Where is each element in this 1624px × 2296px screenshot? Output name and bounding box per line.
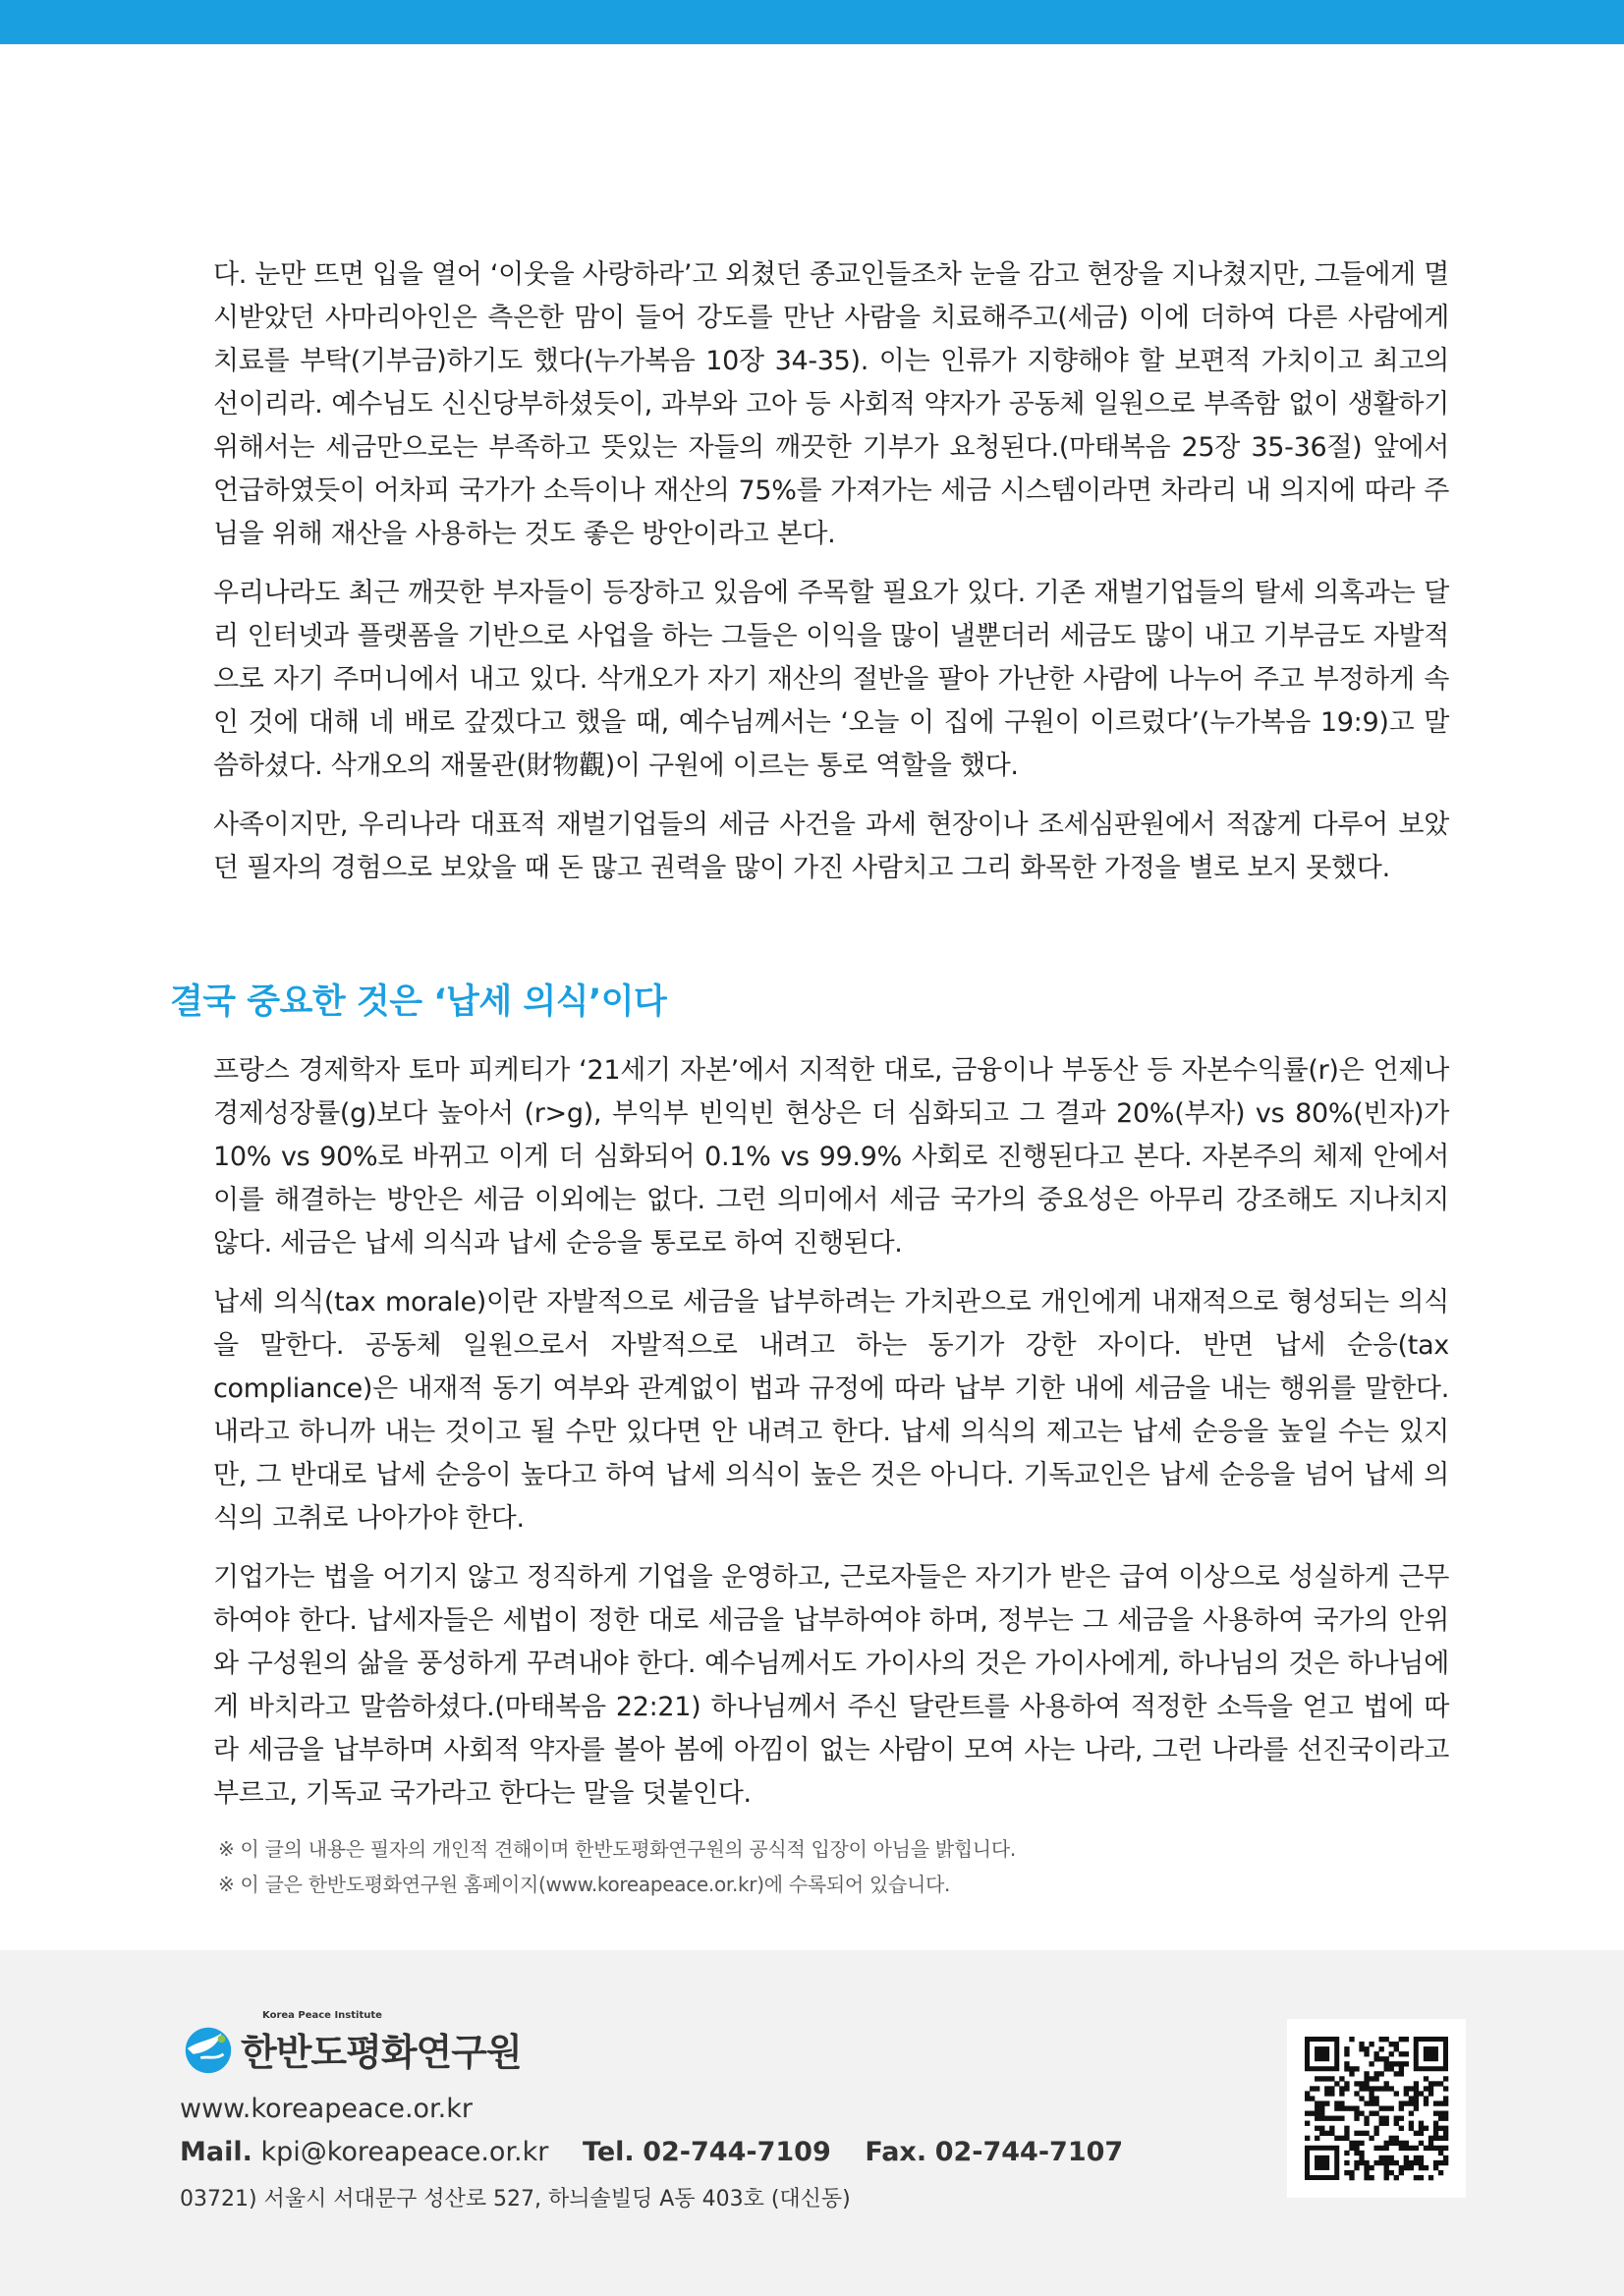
fax-number: 02-744-7107 (934, 2137, 1124, 2167)
section-paragraph-1: 프랑스 경제학자 토마 피케티가 ‘21세기 자본’에서 지적한 대로, 금융이나 부동산 등 자본수익률(r)은 언제나 경제성장률(g)보다 높아서 (r>g), 부익부 빈익빈 현상은 더 심화되고 그 결과 20%(부자) vs 80%(빈자)가 10% vs 90%로 바뀌고 이게 더 심화되어 0.1% vs 99.9% 사회로 진행된다고 본다. 자본주의 체제 안에서 이를 해결하는 방안은 세금 이외에는 없다. 그런 의미에서 세금 국가의 중요성은 아무리 강조해도 지나치지 않다. 세금은 납세 의식과 납세 순응을 통로로 하여 진행된다. (213, 1055, 1449, 1259)
postal-address: 03721) 서울시 서대문구 성산로 527, 하늬솔빌딩 A동 403호 (대신동) (180, 2187, 851, 2212)
top-accent-bar (0, 0, 1624, 44)
mail-label: Mail. (180, 2137, 252, 2167)
tel-number: 02-744-7109 (643, 2137, 831, 2167)
body-paragraph-2: 우리나라도 최근 깨끗한 부자들이 등장하고 있음에 주목할 필요가 있다. 기존 재벌기업들의 탈세 의혹과는 달리 인터넷과 플랫폼을 기반으로 사업을 하는 그들은 이익을 많이 낼뿐더러 세금도 많이 내고 기부금도 자발적으로 자기 주머니에서 내고 있다. 삭개오가 자기 재산의 절반을 팔아 가난한 사람에 나누어 주고 부정하게 속인 것에 대해 네 배로 갚겠다고 했을 때, 예수님께서는 ‘오늘 이 집에 구원이 이르렀다’(누가복음 19:9)고 말씀하셨다. 삭개오의 재물관(財物觀)이 구원에 이르는 통로 역할을 했다. (213, 578, 1449, 781)
body-paragraph-1: 다. 눈만 뜨면 입을 열어 ‘이웃을 사랑하라’고 외쳤던 종교인들조차 눈을 감고 현장을 지나쳤지만, 그들에게 멸시받았던 사마리아인은 측은한 맘이 들어 강도를 만난 사람을 치료해주고(세금) 이에 더하여 다른 사람에게 치료를 부탁(기부금)하기도 했다(누가복음 10장 34-35). 이는 인류가 지향해야 할 보편적 가치이고 최고의 선이리라. 예수님도 신신당부하셨듯이, 과부와 고아 등 사회적 약자가 공동체 일원으로 부족함 없이 생활하기 위해서는 세금만으로는 부족하고 뜻있는 자들의 깨끗한 기부가 요청된다.(마태복음 25장 35-36절) 앞에서 언급하였듯이 어차피 국가가 소득이나 재산의 75%를 가져가는 세금 시스템이라면 차라리 내 의지에 따라 주님을 위해 재산을 사용하는 것도 좋은 방안이라고 본다. (213, 259, 1449, 549)
disclaimer-notes (218, 1831, 1436, 1902)
dove-globe-icon (180, 2020, 237, 2077)
section-heading: 결국 중요한 것은 ‘납세 의식’이다 (170, 982, 667, 1022)
website-link[interactable]: www.koreapeace.or.kr (180, 2094, 474, 2124)
logo-english-name: Korea Peace Institute (262, 2009, 382, 2021)
qr-code-icon[interactable] (1287, 2019, 1466, 2198)
tel-label: Tel. (582, 2137, 635, 2167)
note-1: ※ 이 글의 내용은 필자의 개인적 견해이며 한반도평화연구원의 공식적 입장이 아님을 밝힙니다. (218, 1837, 1016, 1861)
fax-label: Fax. (865, 2137, 927, 2167)
note-2: ※ 이 글은 한반도평화연구원 홈페이지(www.koreapeace.or.kr)에 수록되어 있습니다. (218, 1873, 951, 1896)
article-body (213, 253, 1449, 906)
body-paragraph-3: 사족이지만, 우리나라 대표적 재벌기업들의 세금 사건을 과세 현장이나 조세심판원에서 적잖게 다루어 보았던 필자의 경험으로 보았을 때 돈 많고 권력을 많이 가진 사람치고 그리 화목한 가정을 별로 보지 못했다. (213, 810, 1449, 883)
institute-logo[interactable] (180, 2009, 522, 2077)
mail-address[interactable]: kpi@koreapeace.or.kr (260, 2137, 549, 2167)
contact-line (180, 2137, 1123, 2167)
section-paragraph-2: 납세 의식(tax morale)이란 자발적으로 세금을 납부하려는 가치관으로 개인에게 내재적으로 형성되는 의식을 말한다. 공동체 일원으로서 자발적으로 내려고 하는 동기가 강한 자이다. 반면 납세 순응(tax compliance)은 내재적 동기 여부와 관계없이 법과 규정에 따라 납부 기한 내에 세금을 내는 행위를 말한다. 내라고 하니까 내는 것이고 될 수만 있다면 안 내려고 한다. 납세 의식의 제고는 납세 순응을 높일 수는 있지만, 그 반대로 납세 순응이 높다고 하여 납세 의식이 높은 것은 아니다. 기독교인은 납세 순응을 넘어 납세 의식의 고취로 나아가야 한다. (213, 1287, 1449, 1534)
logo-korean-name: 한반도평화연구원 (241, 2030, 522, 2074)
logo-text (241, 2009, 522, 2076)
section-body (213, 1049, 1449, 1831)
footer (0, 1950, 1624, 2296)
section-paragraph-3: 기업가는 법을 어기지 않고 정직하게 기업을 운영하고, 근로자들은 자기가 받은 급여 이상으로 성실하게 근무하여야 한다. 납세자들은 세법이 정한 대로 세금을 납부하여야 하며, 정부는 그 세금을 사용하여 국가의 안위와 구성원의 삶을 풍성하게 꾸려내야 한다. 예수님께서도 가이사의 것은 가이사에게, 하나님의 것은 하나님에게 바치라고 말씀하셨다.(마태복음 22:21) 하나님께서 주신 달란트를 사용하여 적정한 소득을 얻고 법에 따라 세금을 납부하며 사회적 약자를 볼아 봄에 아낌이 없는 사람이 모여 사는 나라, 그런 나라를 선진국이라고 부르고, 기독교 국가라고 한다는 말을 덧붙인다. (213, 1562, 1449, 1809)
